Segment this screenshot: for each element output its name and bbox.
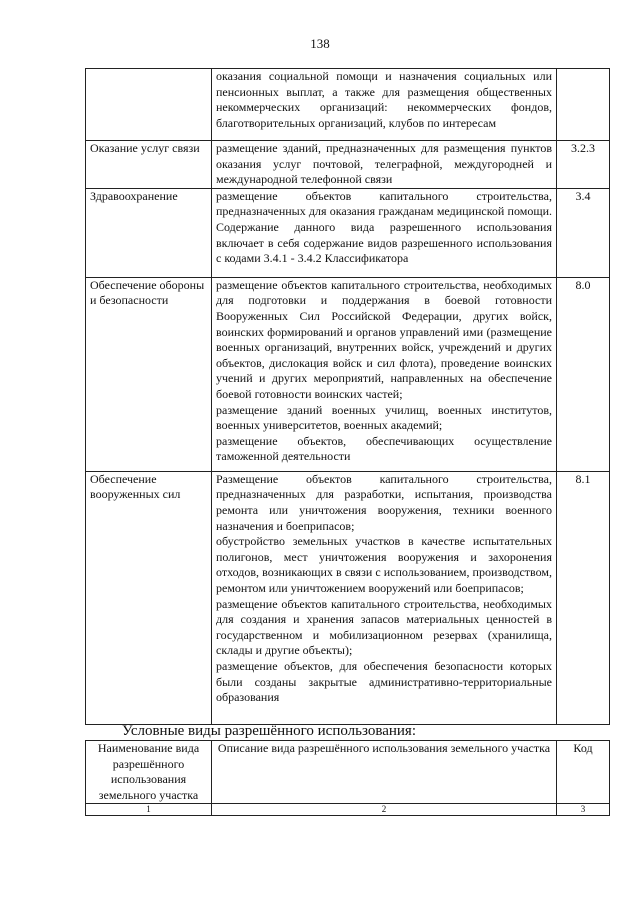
- table-row: [86, 277, 610, 471]
- conditional-use-table: [85, 740, 610, 816]
- description-paragraph: размещение объектов, для обеспечения безопасности которых были созданы закрытые административно-территориальные образования: [216, 658, 552, 705]
- description-paragraph: размещение объектов капитального строительства, предназначенных для оказания гражданам медицинской помощи. Содержание данного вида разрешенного использования включает в себя содержание видов разрешенного использования с кодами 3.4.1 - 3.4.2 Классификатора: [216, 188, 552, 266]
- use-name: Оказание услуг связи: [86, 141, 212, 189]
- description-paragraph: размещение объектов, обеспечивающих осуществление таможенной деятельности: [216, 433, 552, 464]
- use-name: Обеспечение вооруженных сил: [86, 471, 212, 724]
- use-description: [212, 471, 557, 724]
- use-name: Обеспечение обороны и безопасности: [86, 277, 212, 471]
- column-number: 2: [212, 804, 557, 816]
- conditional-uses-heading: Условные виды разрешённого использования:: [122, 723, 417, 739]
- column-number-row: [86, 804, 610, 816]
- column-number: 1: [86, 804, 212, 816]
- description-paragraph: оказания социальной помощи и назначения социальных или пенсионных выплат, а также для размещения общественных некоммерческих организаций: некоммерческих фондов, благотворительных организаций, клубов по интересам: [216, 69, 552, 130]
- use-code: 8.0: [557, 277, 610, 471]
- use-name: [86, 69, 212, 141]
- use-name: Здравоохранение: [86, 188, 212, 277]
- table-row: [86, 141, 610, 189]
- header-name: Наименование вида разрешённого использования земельного участка: [86, 741, 212, 804]
- use-description: [212, 277, 557, 471]
- use-code: 8.1: [557, 471, 610, 724]
- permitted-use-table: [85, 68, 610, 725]
- use-description: [212, 141, 557, 189]
- page-number: 138: [310, 36, 330, 51]
- description-paragraph: Размещение объектов капитального строительства, предназначенных для разработки, испытания, производства ремонта или уничтожения вооружения, техники военного назначения и боеприпасов;: [216, 471, 552, 533]
- table-row: [86, 69, 610, 141]
- table-row: [86, 471, 610, 724]
- table-header-row: [86, 741, 610, 804]
- use-code: [557, 69, 610, 141]
- description-paragraph: размещение зданий, предназначенных для размещения пунктов оказания услуг почтовой, телеграфной, междугородней и международной телефонной связи: [216, 141, 552, 187]
- description-paragraph: обустройство земельных участков в качестве испытательных полигонов, мест уничтожения вооружения и захоронения отходов, возникающих в связи с использованием, производством, ремонтом или уничтожением вооружений или боеприпасов;: [216, 534, 552, 595]
- use-code: 3.4: [557, 188, 610, 277]
- description-paragraph: размещение зданий военных училищ, военных институтов, военных университетов, военных академий;: [216, 402, 552, 433]
- use-description: [212, 188, 557, 277]
- table-row: [86, 188, 610, 277]
- use-code: 3.2.3: [557, 141, 610, 189]
- header-description: Описание вида разрешённого использования земельного участка: [212, 741, 557, 804]
- column-number: 3: [557, 804, 610, 816]
- header-code: Код: [557, 741, 610, 804]
- use-description: [212, 69, 557, 141]
- description-paragraph: размещение объектов капитального строительства, необходимых для создания и хранения запасов материальных ценностей в государственном и мобилизационном резервах (хранилища, склады и другие объекты);: [216, 596, 552, 658]
- description-paragraph: размещение объектов капитального строительства, необходимых для подготовки и поддержания в боевой готовности Вооруженных Сил Российской Федерации, других войск, воинских формирований и органов управлений ими (размещение военных организаций, внутренних войск, учреждений и других объектов, дислокация войск и сил флота), проведение воинских учений и других мероприятий, направленных на обеспечение боевой готовности воинских частей;: [216, 277, 552, 401]
